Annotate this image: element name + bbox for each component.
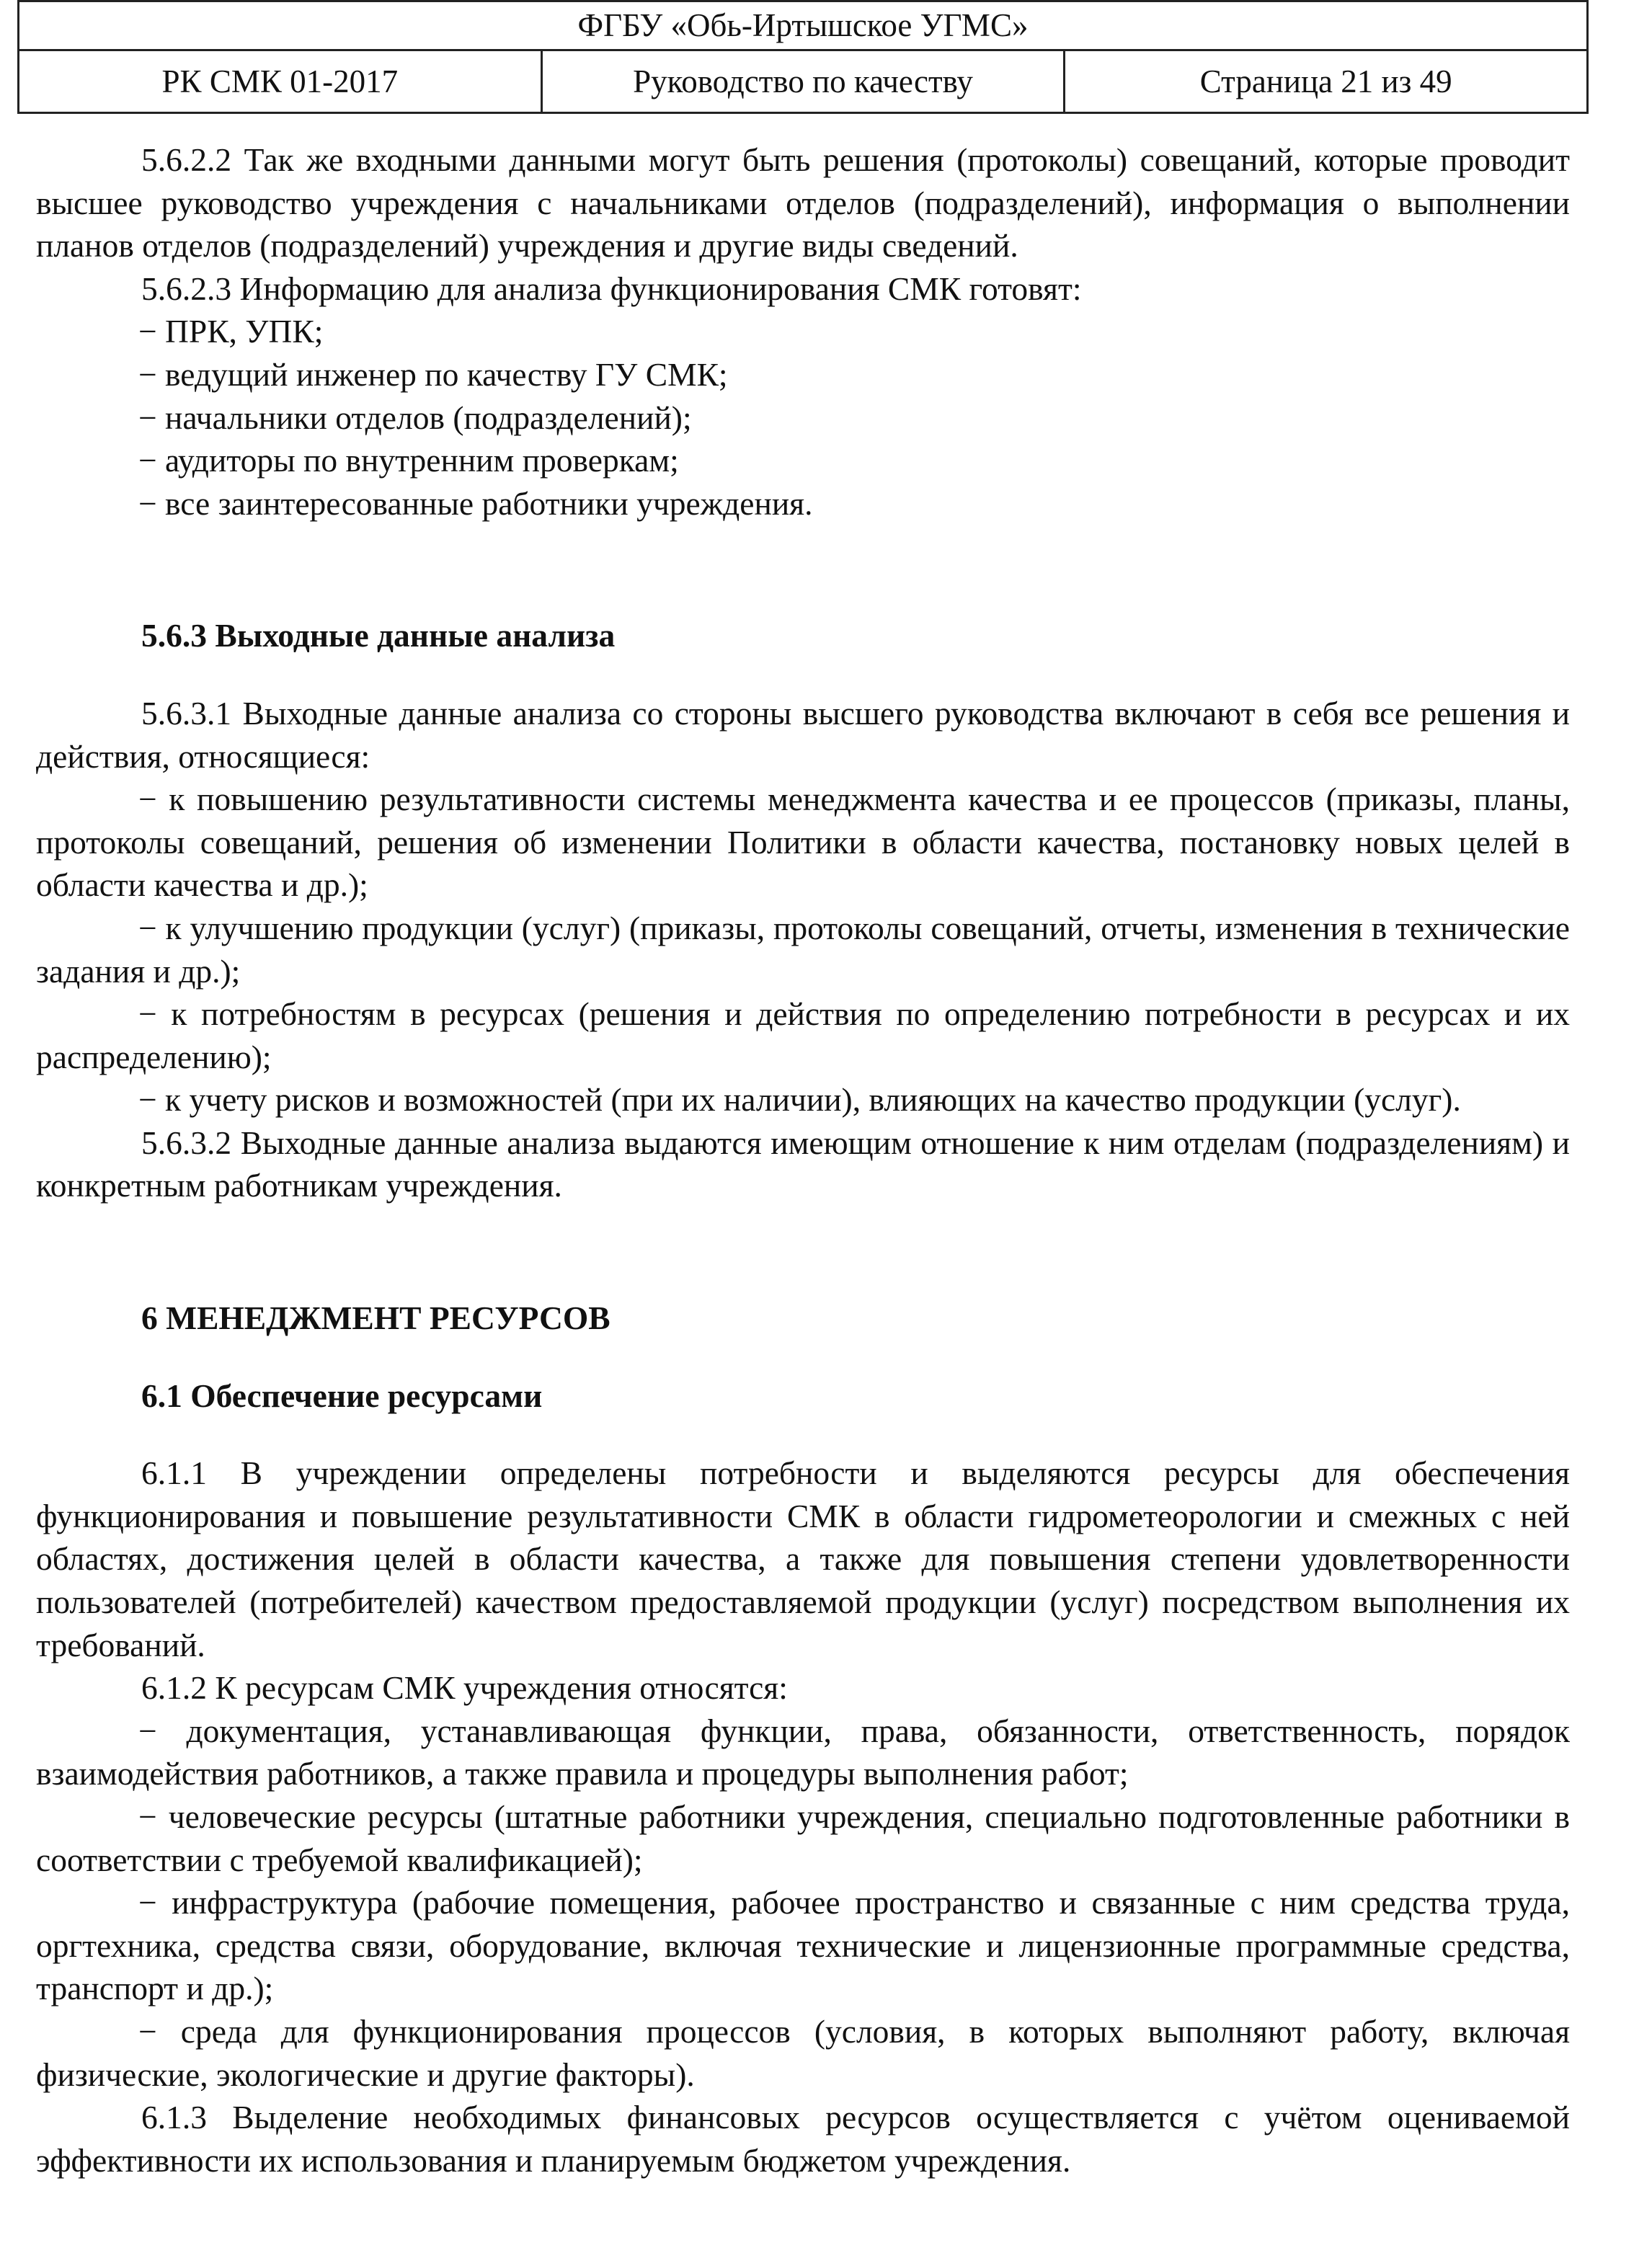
list-item: − среда для функционирования процессов (условия, в которых выполняют работу, включая физические, экологические и другие факторы).	[36, 2012, 1570, 2093]
heading-5-6-3: 5.6.3 Выходные данные анализа	[141, 617, 616, 654]
list-item: − все заинтересованные работники учреждения.	[138, 484, 813, 522]
document-header-table	[17, 0, 1589, 114]
list-item: − к потребностям в ресурсах (решения и действия по определению потребности в ресурсах и их распределению);	[36, 995, 1570, 1075]
spacer	[36, 657, 1570, 692]
header-row-org	[19, 1, 1588, 50]
list-item: − к улучшению продукции (услуг) (приказы, протоколы совещаний, отчеты, изменения в технические задания и др.);	[36, 909, 1570, 990]
list-item: − начальники отделов (подразделений);	[138, 399, 692, 436]
list-item: − инфраструктура (рабочие помещения, рабочее пространство и связанные с ним средства труда, оргтехника, средства связи, оборудование, включая технические и лицензионные программные средства, транспорт и др.);	[36, 1884, 1570, 2007]
header-doc-code: РК СМК 01-2017	[19, 50, 542, 113]
spacer	[36, 1417, 1570, 1452]
paragraph-5-6-3-2: 5.6.3.2 Выходные данные анализа выдаются имеющим отношение к ним отделам (подразделениям) и конкретным работникам учреждения.	[36, 1124, 1570, 1204]
document-body	[36, 138, 1570, 2182]
list-item: − человеческие ресурсы (штатные работники учреждения, специально подготовленные работники в соответствии с требуемой квалификацией);	[36, 1798, 1570, 1878]
list-item: − аудиторы по внутренним проверкам;	[138, 442, 679, 479]
paragraph-5-6-2-3: 5.6.2.3 Информацию для анализа функционирования СМК готовят:	[141, 270, 1082, 307]
paragraph-6-1-3: 6.1.3 Выделение необходимых финансовых ресурсов осуществляется с учётом оцениваемой эффективности их использования и планируемым бюджетом учреждения.	[36, 2099, 1570, 2179]
spacer	[36, 1207, 1570, 1297]
paragraph-5-6-2-2: 5.6.2.2 Так же входными данными могут быть решения (протоколы) совещаний, которые проводит высшее руководство учреждения с начальниками отделов (подразделений), информация о выполнении планов отделов (подразделений) учреждения и другие виды сведений.	[36, 141, 1570, 265]
list-item: − к учету рисков и возможностей (при их наличии), влияющих на качество продукции (услуг).	[138, 1081, 1461, 1119]
list-item: − к повышению результативности системы менеджмента качества и ее процессов (приказы, планы, протоколы совещаний, решения об изменении Политики в области качества, постановку новых целей в области качества и др.);	[36, 781, 1570, 904]
header-page-number: Страница 21 из 49	[1065, 50, 1588, 113]
heading-6-1: 6.1 Обеспечение ресурсами	[141, 1377, 543, 1414]
list-item: − ведущий инженер по качеству ГУ СМК;	[138, 355, 728, 393]
heading-6: 6 МЕНЕДЖМЕНТ РЕСУРСОВ	[141, 1299, 610, 1337]
paragraph-6-1-2: 6.1.2 К ресурсам СМК учреждения относятся:	[141, 1669, 788, 1707]
paragraph-6-1-1: 6.1.1 В учреждении определены потребности и выделяются ресурсы для обеспечения функционирования и повышение результативности СМК в области гидрометеорологии и смежных с ней областях, достижения целей в области качества, а также для повышения степени удовлетворенности пользователей (потребителей) качеством предоставляемой продукции (услуг) посредством выполнения их требований.	[36, 1454, 1570, 1663]
header-row-meta	[19, 50, 1588, 113]
list-item: − документация, устанавливающая функции, права, обязанности, ответственность, порядок взаимодействия работников, а также правила и процедуры выполнения работ;	[36, 1712, 1570, 1792]
header-org: ФГБУ «Обь-Иртышское УГМС»	[19, 1, 1588, 50]
header-doc-title: Руководство по качеству	[541, 50, 1065, 113]
spacer	[36, 1340, 1570, 1374]
list-item: − ПРК, УПК;	[138, 313, 324, 350]
spacer	[36, 525, 1570, 614]
paragraph-5-6-3-1: 5.6.3.1 Выходные данные анализа со стороны высшего руководства включают в себя все решения и действия, относящиеся:	[36, 694, 1570, 775]
